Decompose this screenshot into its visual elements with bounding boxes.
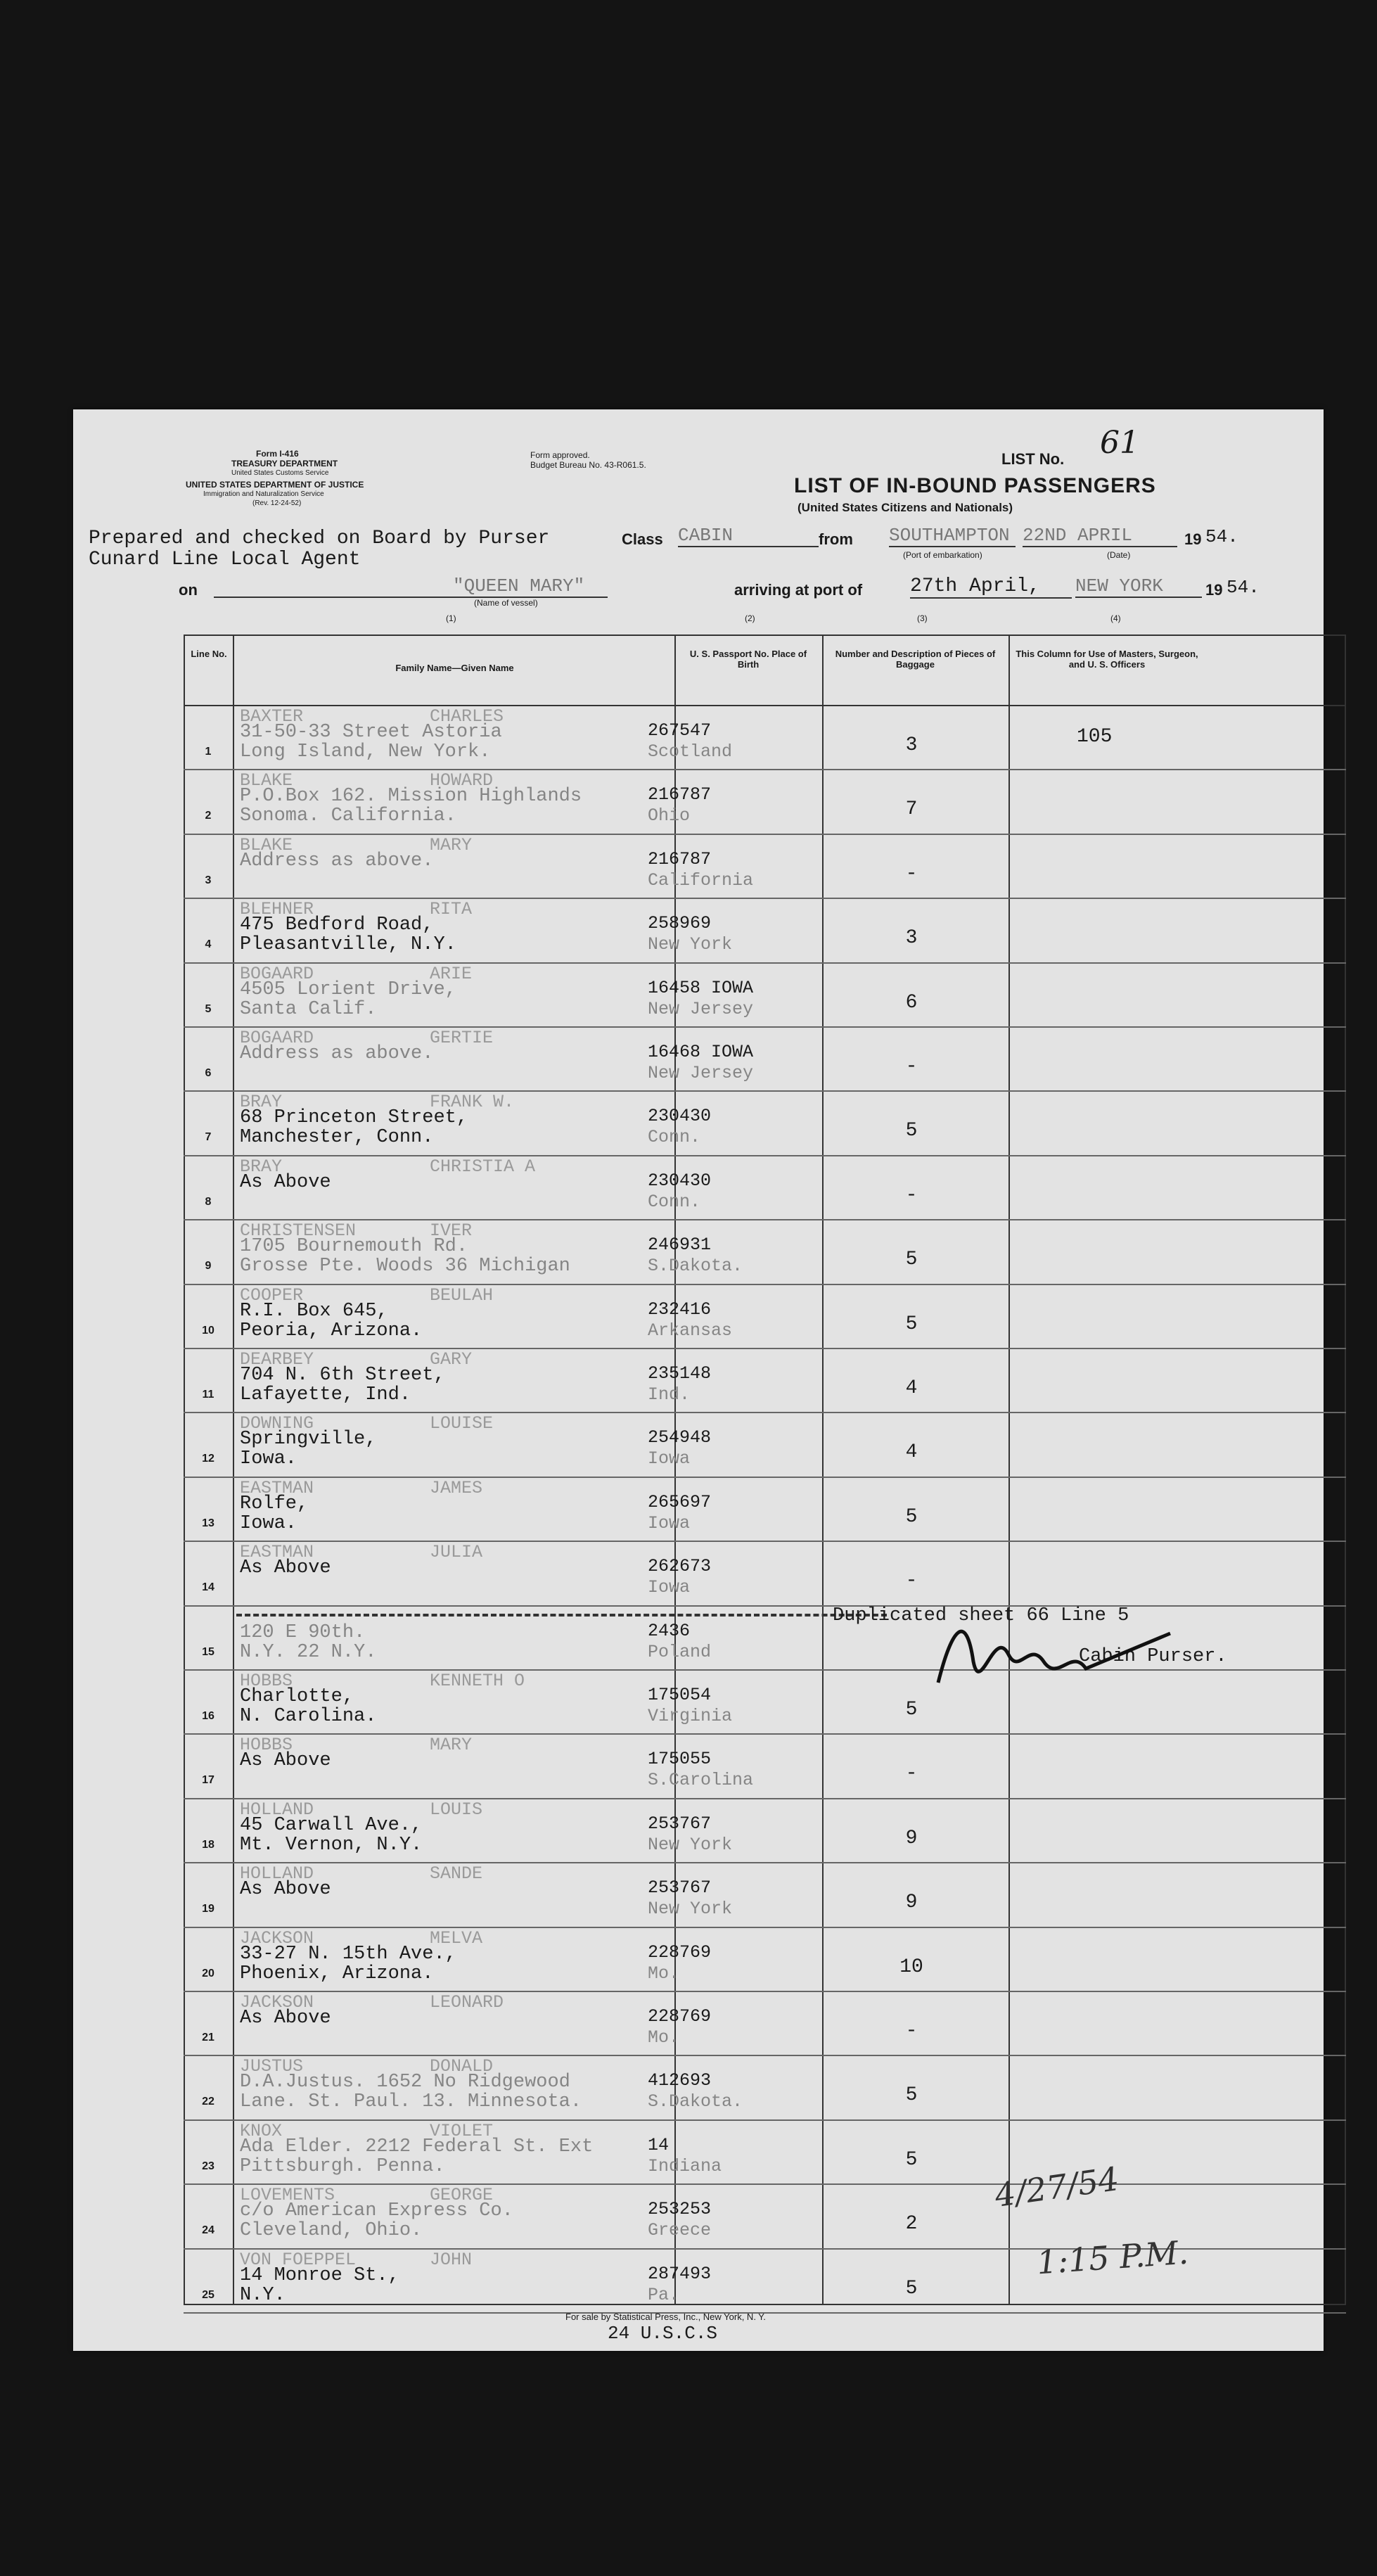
arrival-year-prefix: 19	[1205, 581, 1223, 599]
row-address-line1: D.A.Justus. 1652 No Ridgewood	[240, 2072, 570, 2093]
row-place-of-birth: Conn.	[648, 1127, 701, 1148]
row-passport-number: 265697	[648, 1491, 712, 1512]
row-passport-number: 230430	[648, 1106, 712, 1127]
list-subtitle: (United States Citizens and Nationals)	[798, 501, 1013, 514]
row-address-line1: As Above	[240, 1171, 331, 1193]
row-line-number: 13	[202, 1517, 214, 1529]
row-address-line1: 120 E 90th.	[240, 1621, 366, 1643]
passenger-list-sheet	[73, 409, 1324, 2351]
row-passport-number: 253767	[648, 1877, 712, 1899]
row-place-of-birth: New York	[648, 934, 733, 955]
row-place-of-birth: Pa.	[648, 2284, 680, 2305]
caption-3: (3)	[917, 613, 928, 623]
table-row	[184, 834, 1346, 898]
row-given-name: JULIA	[430, 1542, 483, 1563]
row-family-name: BLEHNER	[240, 899, 314, 920]
row-baggage: -	[905, 2020, 918, 2042]
row-baggage: 9	[905, 1827, 918, 1849]
row-address-line1: 704 N. 6th Street,	[240, 1365, 445, 1386]
row-line-number: 20	[202, 1967, 214, 1979]
vessel-name: "QUEEN MARY"	[214, 575, 608, 598]
row-address-line1: As Above	[240, 1879, 331, 1901]
row-given-name: MARY	[430, 1735, 473, 1756]
table-row	[184, 1026, 1346, 1090]
footer-printer: For sale by Statistical Press, Inc., New York, N. Y.	[565, 2312, 766, 2322]
row-family-name: BRAY	[240, 1156, 283, 1177]
row-passport-number: 228769	[648, 1941, 712, 1963]
row-address-line2: Lafayette, Ind.	[240, 1384, 411, 1405]
row-place-of-birth: S.Carolina	[648, 1770, 754, 1791]
row-line-number: 18	[202, 1838, 214, 1851]
row-line-number: 14	[202, 1581, 214, 1594]
row-officer-note: 105	[1077, 726, 1113, 748]
row-address-line1: Address as above.	[240, 1043, 434, 1064]
row-line-number: 21	[202, 2032, 214, 2043]
form-revision: (Rev. 12-24-52)	[252, 499, 302, 507]
row-address-line2: Peoria, Arizona.	[240, 1320, 423, 1341]
row-baggage: 5	[905, 2084, 918, 2107]
row-address-line2: N.Y. 22 N.Y.	[240, 1641, 377, 1663]
row-place-of-birth: Iowa	[648, 1448, 691, 1469]
row-passport-number: 287493	[648, 2263, 712, 2284]
row-family-name: DOWNING	[240, 1413, 314, 1434]
row-address-line1: 4505 Lorient Drive,	[240, 978, 456, 1000]
row-passport-number: 253253	[648, 2199, 712, 2220]
table-row	[184, 1090, 1346, 1154]
row-passport-number: 253767	[648, 1813, 712, 1834]
row-baggage: 3	[905, 927, 918, 950]
row-line-number: 3	[205, 874, 212, 886]
row-baggage: 5	[905, 2277, 918, 2300]
row-place-of-birth: New Jersey	[648, 1063, 754, 1083]
row-place-of-birth: Iowa	[648, 1512, 691, 1534]
caption-4: (4)	[1110, 613, 1121, 623]
col-header-name: Family Name—Given Name	[395, 663, 514, 673]
row-baggage: 9	[905, 1892, 918, 1914]
table-row	[184, 898, 1346, 962]
arrival-port: NEW YORK	[1075, 575, 1202, 598]
row-address-line2: Santa Calif.	[240, 998, 377, 1020]
row-given-name: SANDE	[430, 1863, 483, 1885]
row-passport-number: 235148	[648, 1363, 712, 1384]
table-row	[184, 1862, 1346, 1926]
row-baggage: -	[905, 1570, 918, 1593]
row-address-line1: Rolfe,	[240, 1493, 309, 1515]
list-no-label: LIST No.	[1001, 450, 1065, 468]
row-passport-number: 267547	[648, 720, 712, 741]
row-address-line2: N.Y.	[240, 2284, 286, 2306]
row-line-number: 17	[202, 1774, 214, 1787]
row-line-number: 5	[205, 1002, 212, 1015]
row-place-of-birth: Greece	[648, 2220, 712, 2241]
row-given-name: ARIE	[430, 963, 473, 984]
form-number: Form I-416	[256, 449, 299, 459]
list-number-handwritten: 61	[1100, 425, 1139, 461]
row-line-number: 7	[205, 1131, 212, 1144]
row-passport-number: 228769	[648, 2006, 712, 2027]
row-passport-number: 2436	[648, 1620, 691, 1641]
row-family-name: BOGAARD	[240, 963, 314, 984]
row-given-name: LOUISE	[430, 1413, 494, 1434]
strike-line	[236, 1614, 887, 1617]
row-line-number: 19	[202, 1903, 214, 1915]
table-row	[184, 1155, 1346, 1219]
row-address-line1: 475 Bedford Road,	[240, 914, 434, 936]
table-row	[184, 1927, 1346, 1991]
row-place-of-birth: Poland	[648, 1641, 712, 1662]
table-row	[184, 1541, 1346, 1605]
cabin-purser-note: Cabin Purser.	[1079, 1646, 1227, 1667]
row-line-number: 8	[205, 1195, 212, 1208]
row-family-name: BAXTER	[240, 706, 304, 727]
row-given-name: KENNETH O	[430, 1671, 525, 1691]
row-address-line1: 14 Monroe St.,	[240, 2264, 399, 2286]
row-address-line2: Phoenix, Arizona.	[240, 1963, 434, 1984]
row-given-name: LEONARD	[430, 1992, 504, 2013]
row-address-line1: R.I. Box 645,	[240, 1300, 388, 1322]
handwritten-time: 1:15 P.M.	[1035, 2233, 1190, 2282]
row-place-of-birth: New York	[648, 1899, 733, 1920]
arrival-date: 27th April,	[910, 575, 1072, 599]
row-baggage: 4	[905, 1377, 918, 1399]
row-family-name: HOBBS	[240, 1735, 293, 1756]
row-baggage: -	[905, 862, 918, 885]
row-family-name: HOLLAND	[240, 1863, 314, 1885]
row-line-number: 11	[202, 1389, 214, 1401]
row-family-name: BLAKE	[240, 834, 293, 855]
form-approved: Form approved.	[530, 450, 590, 460]
row-line-number: 10	[202, 1324, 214, 1337]
row-family-name: JUSTUS	[240, 2056, 304, 2077]
row-place-of-birth: California	[648, 869, 754, 891]
class-value: CABIN	[678, 525, 819, 547]
table-row	[184, 2119, 1346, 2183]
row-line-number: 12	[202, 1453, 214, 1465]
row-passport-number: 254948	[648, 1427, 712, 1448]
row-line-number: 1	[205, 746, 212, 758]
row-passport-number: 246931	[648, 1235, 712, 1256]
row-given-name: VIOLET	[430, 2120, 494, 2141]
row-baggage: 6	[905, 991, 918, 1014]
row-address-line1: 1705 Bournemouth Rd.	[240, 1236, 468, 1258]
row-given-name: GERTIE	[430, 1028, 494, 1048]
treasury-dept: TREASURY DEPARTMENT	[231, 459, 338, 468]
table-row	[184, 1348, 1346, 1412]
row-passport-number: 216787	[648, 848, 712, 869]
row-baggage: -	[905, 1056, 918, 1078]
row-given-name: LOUIS	[430, 1799, 483, 1820]
list-title: LIST OF IN-BOUND PASSENGERS	[794, 474, 1156, 497]
row-address-line1: Springville,	[240, 1429, 377, 1450]
row-place-of-birth: Mo.	[648, 1963, 680, 1984]
row-address-line1: Ada Elder. 2212 Federal St. Ext	[240, 2136, 594, 2157]
row-given-name: JOHN	[430, 2249, 473, 2270]
row-address-line1: As Above	[240, 1750, 331, 1772]
row-address-line2: Lane. St. Paul. 13. Minnesota.	[240, 2091, 582, 2113]
row-place-of-birth: Arkansas	[648, 1320, 733, 1341]
class-label: Class	[622, 530, 663, 548]
handwritten-date: 4/27/54	[992, 2159, 1122, 2215]
row-family-name: LOVEMENTS	[240, 2185, 335, 2206]
row-given-name: JAMES	[430, 1477, 483, 1498]
row-line-number: 6	[205, 1067, 212, 1079]
local-agent: Cunard Line Local Agent	[89, 549, 361, 570]
col-header-officers: This Column for Use of Masters, Surgeon, and U. S. Officers	[1016, 649, 1198, 670]
row-line-number: 24	[202, 2224, 214, 2237]
row-given-name: MARY	[430, 834, 473, 855]
row-family-name: CHRISTENSEN	[240, 1220, 357, 1242]
row-line-number: 9	[205, 1260, 212, 1273]
row-given-name: HOWARD	[430, 770, 494, 791]
table-row	[184, 1733, 1346, 1797]
row-address-line1: As Above	[240, 2008, 331, 2029]
caption-2: (2)	[745, 613, 755, 623]
row-address-line1: 45 Carwall Ave.,	[240, 1814, 423, 1836]
row-place-of-birth: Conn.	[648, 1191, 701, 1212]
row-place-of-birth: Virginia	[648, 1706, 733, 1726]
row-family-name: HOLLAND	[240, 1799, 314, 1820]
year-value: 54.	[1205, 526, 1238, 547]
row-baggage: 5	[905, 2148, 918, 2171]
table-row	[184, 962, 1346, 1026]
col-header-baggage: Number and Description of Pieces of Baggage	[835, 649, 996, 670]
row-line-number: 25	[202, 2288, 214, 2301]
row-line-number: 15	[202, 1645, 214, 1658]
table-row	[184, 1798, 1346, 1862]
row-given-name: GEORGE	[430, 2185, 494, 2206]
row-passport-number: 262673	[648, 1556, 712, 1577]
row-line-number: 22	[202, 2096, 214, 2108]
row-baggage: 3	[905, 734, 918, 756]
budget-bureau: Budget Bureau No. 43-R061.5.	[530, 460, 646, 470]
row-address-line2: Iowa.	[240, 1448, 297, 1470]
purser-signature	[924, 1598, 1177, 1704]
row-passport-number: 230430	[648, 1170, 712, 1191]
date-caption: (Date)	[1107, 550, 1131, 560]
on-label: on	[179, 581, 198, 599]
year-prefix: 19	[1184, 530, 1202, 548]
row-baggage: 7	[905, 798, 918, 821]
vessel-caption: (Name of vessel)	[474, 598, 538, 608]
row-family-name: BRAY	[240, 1092, 283, 1113]
arriving-label: arriving at port of	[734, 581, 863, 599]
row-passport-number: 175055	[648, 1749, 712, 1770]
row-given-name: CHARLES	[430, 706, 504, 727]
embark-caption: (Port of embarkation)	[903, 550, 982, 560]
row-address-line2: Grosse Pte. Woods 36 Michigan	[240, 1256, 570, 1277]
row-address-line2: Iowa.	[240, 1512, 297, 1534]
row-place-of-birth: Indiana	[648, 2155, 722, 2176]
row-given-name: DONALD	[430, 2056, 494, 2077]
row-baggage: 5	[905, 1249, 918, 1271]
table-row	[184, 769, 1346, 833]
row-line-number: 16	[202, 1710, 214, 1722]
row-passport-number: 16458 IOWA	[648, 977, 754, 998]
arrival-year: 54.	[1227, 577, 1260, 598]
row-baggage: 5	[905, 1505, 918, 1528]
row-place-of-birth: Ind.	[648, 1384, 691, 1405]
row-passport-number: 216787	[648, 784, 712, 805]
table-row	[184, 1284, 1346, 1348]
row-family-name: BLAKE	[240, 770, 293, 791]
row-given-name: RITA	[430, 899, 473, 920]
row-address-line1: P.O.Box 162. Mission Highlands	[240, 786, 582, 808]
row-baggage: 2	[905, 2213, 918, 2236]
col-header-passport: U. S. Passport No. Place of Birth	[689, 649, 807, 670]
row-passport-number: 258969	[648, 913, 712, 934]
row-address-line2: Cleveland, Ohio.	[240, 2220, 423, 2242]
row-place-of-birth: S.Dakota.	[648, 2091, 743, 2112]
table-row	[184, 1477, 1346, 1541]
row-baggage: -	[905, 1184, 918, 1206]
row-passport-number: 175054	[648, 1685, 712, 1705]
row-given-name: FRANK W.	[430, 1092, 515, 1113]
table-row	[184, 1219, 1346, 1283]
row-address-line1: Charlotte,	[240, 1686, 354, 1707]
table-row	[184, 705, 1346, 769]
table-row	[184, 1991, 1346, 2055]
row-family-name: EASTMAN	[240, 1542, 314, 1563]
table-row	[184, 1412, 1346, 1476]
row-given-name: GARY	[430, 1349, 473, 1370]
row-address-line1: 33-27 N. 15th Ave.,	[240, 1943, 456, 1965]
row-family-name: COOPER	[240, 1284, 304, 1306]
row-passport-number: 232416	[648, 1299, 712, 1320]
justice-dept: UNITED STATES DEPARTMENT OF JUSTICE	[186, 480, 364, 490]
col-header-line: Line No.	[191, 649, 227, 659]
row-family-name: JACKSON	[240, 1992, 314, 2013]
row-baggage: -	[905, 1763, 918, 1785]
row-family-name: BOGAARD	[240, 1028, 314, 1048]
row-address-line2: Pittsburgh. Penna.	[240, 2155, 445, 2177]
embarkation-date: 22ND APRIL	[1023, 525, 1177, 547]
footer-stamp: 24 U.S.C.S	[608, 2323, 718, 2344]
row-address-line2: Sonoma. California.	[240, 805, 456, 827]
row-address-line2: Pleasantville, N.Y.	[240, 934, 456, 956]
row-baggage: 4	[905, 1441, 918, 1464]
row-place-of-birth: Ohio	[648, 805, 691, 827]
row-place-of-birth: S.Dakota.	[648, 1256, 743, 1277]
row-baggage: 5	[905, 1699, 918, 1721]
row-family-name: HOBBS	[240, 1671, 293, 1691]
row-place-of-birth: Mo.	[648, 2027, 680, 2048]
row-place-of-birth: New York	[648, 1834, 733, 1855]
embarkation-port: SOUTHAMPTON	[889, 525, 1016, 547]
row-given-name: MELVA	[430, 1927, 483, 1949]
row-family-name: KNOX	[240, 2120, 283, 2141]
row-address-line2: N. Carolina.	[240, 1706, 377, 1727]
ins-service: Immigration and Naturalization Service	[203, 490, 324, 498]
row-passport-number: 16468 IOWA	[648, 1042, 754, 1062]
row-family-name: JACKSON	[240, 1927, 314, 1949]
row-line-number: 23	[202, 2160, 214, 2172]
row-passport-number: 412693	[648, 2070, 712, 2091]
row-address-line1: As Above	[240, 1557, 331, 1579]
row-given-name: IVER	[430, 1220, 473, 1242]
table-row	[184, 2055, 1346, 2119]
from-label: from	[819, 530, 853, 548]
row-baggage: 5	[905, 1313, 918, 1335]
row-passport-number: 14	[648, 2134, 670, 2155]
customs-service: United States Customs Service	[231, 469, 329, 477]
row-line-number: 2	[205, 810, 212, 822]
row-address-line2: Long Island, New York.	[240, 741, 491, 763]
row-address-line1: Address as above.	[240, 850, 434, 872]
row-family-name: DEARBEY	[240, 1349, 314, 1370]
row-given-name: BEULAH	[430, 1284, 494, 1306]
caption-1: (1)	[446, 613, 456, 623]
row-baggage: 5	[905, 1120, 918, 1142]
prepared-by: Prepared and checked on Board by Purser	[89, 528, 550, 549]
row-baggage: 10	[899, 1956, 923, 1978]
row-address-line1: 31-50-33 Street Astoria	[240, 722, 502, 743]
row-place-of-birth: Scotland	[648, 741, 733, 762]
row-address-line1: c/o American Express Co.	[240, 2200, 513, 2222]
row-address-line2: Mt. Vernon, N.Y.	[240, 1834, 423, 1856]
row-line-number: 4	[205, 938, 212, 951]
row-family-name: EASTMAN	[240, 1477, 314, 1498]
row-given-name: CHRISTIA A	[430, 1156, 536, 1177]
row-address-line1: 68 Princeton Street,	[240, 1107, 468, 1129]
row-family-name: VON FOEPPEL	[240, 2249, 357, 2270]
row-address-line2: Manchester, Conn.	[240, 1127, 434, 1149]
duplicated-note: Duplicated sheet 66 Line 5	[833, 1605, 1129, 1626]
row-place-of-birth: Iowa	[648, 1577, 691, 1598]
row-place-of-birth: New Jersey	[648, 998, 754, 1019]
